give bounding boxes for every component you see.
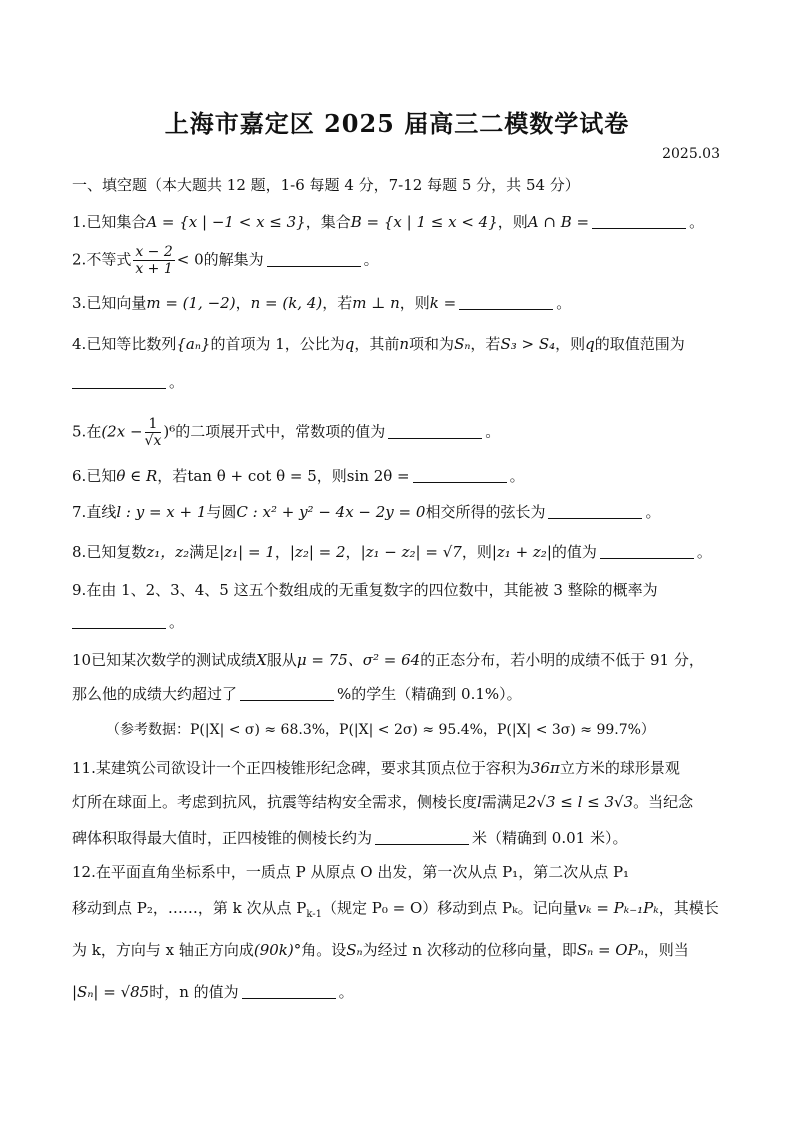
question-4: 4.已知等比数列{aₙ}的首项为 1，公比为q，其前n项和为Sₙ，若S₃ > S₄，则q的取值范围为: [72, 335, 685, 353]
answer-blank[interactable]: [592, 214, 686, 229]
answer-blank[interactable]: [375, 830, 469, 845]
question-4-cont: 。: [72, 372, 184, 392]
question-12-line4: |Sₙ| = √85时，n 的值为 。: [72, 983, 354, 1001]
question-6: 6.已知θ ∈ R，若tan θ + cot θ = 5，则sin 2θ = 。: [72, 467, 525, 485]
question-8: 8.已知复数z₁，z₂满足|z₁| = 1，|z₂| = 2，|z₁ − z₂| = √7，则|z₁ + z₂|的值为 。: [72, 543, 712, 561]
question-12-line2: 移动到点 P₂，……，第 k 次从点 $P_{k-1}$（规定 P₀ = O）移动到点 Pₖ。记向量vₖ = Pₖ₋₁Pₖ，其模长: [72, 899, 719, 920]
question-5: 5.在(2x − $\frac{1}{√x}$ )⁶的二项展开式中，常数项的值为 。: [72, 416, 501, 449]
answer-blank[interactable]: [388, 424, 482, 439]
answer-blank[interactable]: [242, 984, 336, 999]
answer-blank[interactable]: [413, 468, 507, 483]
question-10-cont: 那么他的成绩大约超过了 %的学生（精确到 0.1%）。: [72, 685, 522, 703]
answer-blank[interactable]: [548, 504, 642, 519]
answer-blank[interactable]: [267, 252, 361, 267]
exam-date: 2025.03: [662, 146, 720, 162]
answer-blank[interactable]: [72, 614, 166, 629]
question-9-cont: 。: [72, 612, 184, 632]
question-2: 2.不等式 $\frac{x - 2}{x + 1}$ < 0的解集为 。: [72, 244, 379, 277]
question-11-line3: 碑体积取得最大值时，正四棱锥的侧棱长约为 米（精确到 0.01 米）。: [72, 829, 628, 847]
question-12-line3: 为 k，方向与 x 轴正方向成(90k)°角。设Sₙ为经过 n 次移动的位移向量，即Sₙ = OPₙ，则当: [72, 941, 689, 959]
section-heading: 一、填空题（本大题共 12 题，1-6 每题 4 分，7-12 每题 5 分，共 54 分）: [72, 176, 580, 194]
question-3: 3.已知向量m = (1, −2)，n = (k, 4)，若m ⊥ n，则k = 。: [72, 294, 572, 312]
page-title: 上海市嘉定区 2025 届高三二模数学试卷: [164, 109, 630, 138]
answer-blank[interactable]: [600, 544, 694, 559]
question-10: 10已知某次数学的测试成绩X服从μ = 75、σ² = 64的正态分布，若小明的成绩不低于 91 分，: [72, 651, 704, 669]
answer-blank[interactable]: [459, 295, 553, 310]
reference-data: （参考数据：P(|X| < σ) ≈ 68.3%，P(|X| < 2σ) ≈ 95.4%，P(|X| < 3σ) ≈ 99.7%）: [106, 722, 655, 738]
question-11-line2: 灯所在球面上。考虑到抗风，抗震等结构安全需求，侧棱长度l需满足2√3 ≤ l ≤ 3√3。当纪念: [72, 793, 694, 811]
question-11: 11.某建筑公司欲设计一个正四棱锥形纪念碑，要求其顶点位于容积为36π立方米的球形景观: [72, 759, 680, 777]
fraction: $\frac{1}{√x}$: [144, 416, 162, 449]
answer-blank[interactable]: [240, 686, 334, 701]
question-7: 7.直线l : y = x + 1与圆C : x² + y² − 4x − 2y = 0相交所得的弦长为 。: [72, 503, 661, 521]
question-12: 12.在平面直角坐标系中，一质点 P 从原点 O 出发，第一次从点 P₁，第二次从点 P₁: [72, 863, 630, 881]
question-9: 9.在由 1、2、3、4、5 这五个数组成的无重复数字的四位数中，其能被 3 整除的概率为: [72, 581, 658, 599]
answer-blank[interactable]: [72, 374, 166, 389]
question-1: 1.已知集合A = {x | −1 < x ≤ 3}，集合B = {x | 1 ≤ x < 4}，则A ∩ B = 。: [72, 213, 705, 231]
fraction: $\frac{x - 2}{x + 1}$: [135, 244, 173, 277]
